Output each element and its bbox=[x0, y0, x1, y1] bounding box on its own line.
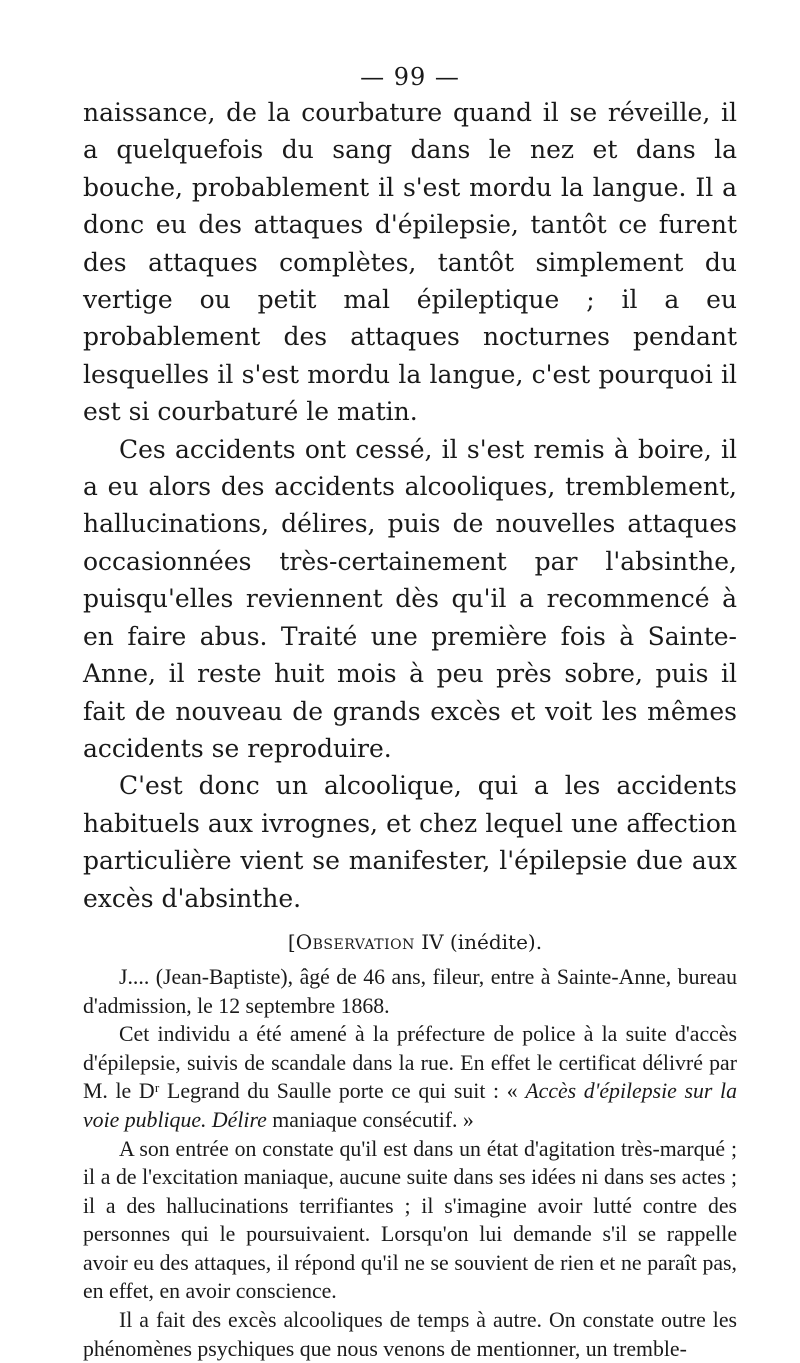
book-page bbox=[83, 62, 737, 1363]
observation-paragraph-4: Il a fait des excès alcooliques de temps à autre. On constate outre les phénomènes psychiques que nous venons de mentionner, un tremble- bbox=[83, 1308, 737, 1361]
observation-heading-label: Observation bbox=[295, 929, 415, 954]
observation-paragraph-3: A son entrée on constate qu'il est dans un état d'agitation très-marqué ; il a de l'excitation maniaque, aucune suite dans ses idées ni dans ses actes ; il a des hallucinations terrifiantes ; il s'imagine avoir lutté contre des personnes qui le poursuivaient. Lorsqu'on lui demande s'il se rappelle avoir eu des attaques, il répond qu'il ne se souvient de rien et ne paraît pas, en effet, en avoir conscience. bbox=[83, 1136, 737, 1304]
observation-heading-bracket: [ bbox=[287, 929, 296, 954]
paragraph-1: naissance, de la courbature quand il se réveille, il a quelquefois du sang dans le nez et dans la bouche, probablement il s'est mordu la langue. Il a donc eu des attaques d'épilepsie, tantôt ce furent des attaques complètes, tantôt simplement du vertige ou petit mal épileptique ; il a eu probablement des attaques nocturnes pendant lesquelles il s'est mordu la langue, c'est pourquoi il est si courbaturé le matin. bbox=[83, 98, 737, 427]
observation-heading-number: IV (inédite). bbox=[414, 929, 543, 954]
observation-paragraph-1: J.... (Jean-Baptiste), âgé de 46 ans, fileur, entre à Sainte-Anne, bureau d'admission, le 12 septembre 1868. bbox=[83, 964, 737, 1018]
observation-heading bbox=[83, 927, 737, 957]
observation-paragraph-2-start: Cet individu a été amené à la préfecture de police à la suite d'accès d'épilepsie, suivis de scandale dans la rue. En effet le certificat délivré par M. le Dʳ Legrand du Saulle porte ce qui suit : « bbox=[83, 1022, 737, 1104]
page-number: — 99 — bbox=[360, 63, 460, 91]
paragraph-2: Ces accidents ont cessé, il s'est remis à boire, il a eu alors des accidents alcooliques, tremblement, hallucinations, délires, puis de nouvelles attaques occasionnées très-certainement par l'absinthe, puisqu'elles reviennent dès qu'il a recommencé à en faire abus. Traité une première fois à Sainte-Anne, il reste huit mois à peu près sobre, puis il fait de nouveau de grands excès et voit les mêmes accidents se reproduire. bbox=[83, 434, 737, 763]
paragraph-3: C'est donc un alcoolique, qui a les accidents habituels aux ivrognes, et chez lequel une affection particulière vient se manifester, l'épilepsie due aux excès d'absinthe. bbox=[83, 771, 737, 913]
main-text bbox=[83, 94, 737, 917]
observation-paragraph-2 bbox=[83, 1020, 737, 1134]
observation-text bbox=[83, 963, 737, 1363]
observation-paragraph-2-end: maniaque consécutif. » bbox=[266, 1107, 474, 1132]
certificate-quote: Accès d'épilepsie sur la voie publique. Délire bbox=[83, 1079, 737, 1132]
